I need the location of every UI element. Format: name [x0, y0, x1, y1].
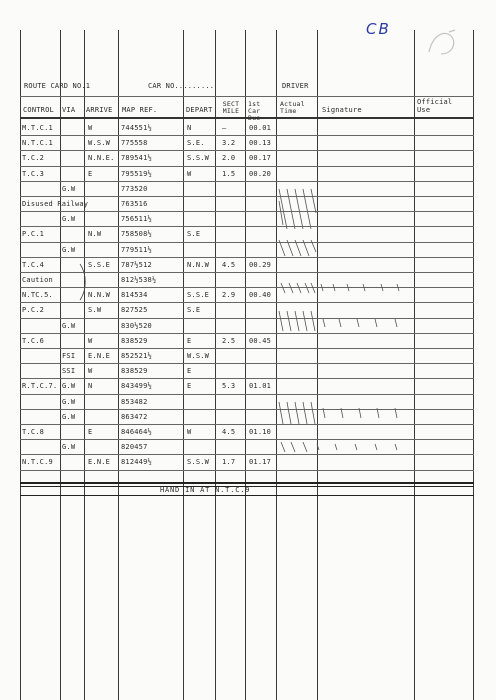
cell-control: T.C.6	[22, 336, 45, 345]
table-row-rule	[20, 211, 474, 212]
cell-control: P.C.2	[22, 306, 45, 315]
cell-mile: 1.5	[222, 169, 236, 178]
cell-due: 00.20	[249, 169, 272, 178]
driver-label: DRIVER	[282, 82, 309, 90]
cell-arrive: E	[88, 428, 93, 436]
table-row-rule	[20, 242, 474, 243]
cell-via: SSI	[62, 367, 76, 376]
cell-mile: 5.3	[222, 382, 236, 391]
column-rule	[118, 30, 119, 700]
cell-via: G.W	[62, 397, 76, 406]
cell-via: G.W	[62, 184, 76, 193]
cell-map: 744551½	[121, 124, 152, 132]
cell-due: 01.01	[249, 382, 272, 391]
hatched-cell	[277, 279, 417, 339]
pen-scribble	[425, 28, 461, 58]
col-map-ref: MAP REF.	[122, 106, 158, 114]
cell-arrive: W.S.W	[88, 139, 111, 148]
hatched-cell	[277, 398, 417, 428]
column-rule	[183, 30, 184, 700]
table-row-rule	[20, 257, 474, 258]
table-row-rule	[20, 348, 474, 349]
cell-map: 763516	[121, 200, 148, 208]
cell-control: Disused Railway	[22, 200, 89, 208]
cell-control: T.C.8	[22, 428, 45, 436]
cell-mile: 2.5	[222, 336, 236, 345]
cell-depart: N	[187, 124, 192, 132]
cell-mile: 3.2	[222, 139, 236, 148]
cell-map: 814534	[121, 291, 148, 300]
cell-map: 846464½	[121, 428, 152, 436]
cell-control: T.C.4	[22, 260, 45, 269]
cell-map: 789541½	[121, 154, 152, 163]
cell-map: 758508½	[121, 230, 152, 239]
table-row-rule	[20, 378, 474, 379]
table-row-rule	[20, 226, 474, 227]
column-rule	[245, 30, 246, 700]
pen-bracket-mark	[78, 262, 88, 302]
cell-mile: 4.5	[222, 428, 236, 436]
cell-mile: 4.5	[222, 260, 236, 269]
cell-control: P.C.1	[22, 230, 45, 239]
cell-arrive: N.W	[88, 230, 102, 239]
cell-control: M.T.C.1	[22, 124, 53, 132]
hatched-cell	[277, 183, 317, 233]
col-via: VIA	[62, 106, 76, 114]
cell-due: 00.01	[249, 124, 272, 132]
cell-map: 863472	[121, 412, 148, 421]
col-sect-mile: SECT MILE	[222, 100, 240, 115]
cell-due: 00.40	[249, 291, 272, 300]
cell-arrive: S.W	[88, 306, 102, 315]
column-rule	[215, 30, 216, 700]
cell-mile: 2.0	[222, 154, 236, 163]
cell-map: 843499½	[121, 382, 152, 391]
cell-map: 827525	[121, 306, 148, 315]
table-end-rule	[20, 482, 474, 484]
cell-control: N.T.C.1	[22, 139, 53, 148]
col-signature: Signature	[322, 106, 362, 114]
cell-due: 00.17	[249, 154, 272, 163]
cell-due: 00.29	[249, 260, 272, 269]
col-actual-time: Actual Time	[280, 100, 305, 115]
cell-map: 820457	[121, 443, 148, 452]
cell-via: G.W	[62, 245, 76, 254]
cell-arrive: E.N.E	[88, 458, 111, 467]
cell-via: G.W	[62, 412, 76, 421]
handwritten-initials: CB	[366, 20, 391, 38]
route-card-title: ROUTE CARD NO.1	[24, 82, 91, 90]
cell-map: 812449½	[121, 458, 152, 467]
cell-via: G.W	[62, 321, 76, 330]
cell-map: 787½512	[121, 260, 152, 269]
hatched-cell	[277, 236, 317, 258]
cell-mile: 2.9	[222, 291, 236, 300]
cell-due: 01.10	[249, 428, 272, 436]
cell-depart: W	[187, 428, 192, 436]
cell-arrive: E	[88, 169, 93, 178]
hand-in-instruction: HAND IN AT N.T.C.9	[160, 486, 251, 494]
cell-depart: E	[187, 382, 192, 391]
cell-control: T.C.3	[22, 169, 45, 178]
cell-map: 775558	[121, 139, 148, 148]
table-row-rule	[20, 394, 474, 395]
table-row-rule	[20, 363, 474, 364]
col-control: CONTROL	[23, 106, 54, 114]
cell-map: 838529	[121, 336, 148, 345]
cell-via: G.W	[62, 215, 76, 224]
cell-via: G.W	[62, 443, 76, 452]
cell-mile: 1.7	[222, 458, 236, 467]
column-rule	[84, 30, 85, 700]
table-row-rule	[20, 454, 474, 455]
cell-map: 773520	[121, 184, 148, 193]
column-rule	[60, 30, 61, 700]
cell-depart: W	[187, 169, 192, 178]
cell-depart: S.E.	[187, 139, 205, 148]
cell-control: R.T.C.7.	[22, 382, 58, 391]
cell-depart: S.S.W	[187, 154, 210, 163]
cell-map: 852521½	[121, 352, 152, 360]
column-rule	[473, 30, 474, 700]
cell-map: 830½520	[121, 321, 152, 330]
column-rule	[20, 30, 21, 700]
cell-mile: –	[222, 124, 227, 132]
cell-control: N.TC.5.	[22, 291, 53, 300]
table-row-rule	[20, 470, 474, 471]
col-first-car-due: 1st Car	[248, 100, 261, 115]
cell-via: FSI	[62, 352, 76, 360]
cell-depart: S.S.W	[187, 458, 210, 467]
cell-depart: S.S.E	[187, 291, 210, 300]
table-row-rule	[20, 166, 474, 167]
column-header-rule	[20, 117, 474, 119]
cell-arrive: W	[88, 124, 93, 132]
cell-depart: E	[187, 367, 192, 376]
cell-depart: E	[187, 336, 192, 345]
cell-due: 01.17	[249, 458, 272, 467]
cell-via: G.W	[62, 382, 76, 391]
cell-control: T.C.2	[22, 154, 45, 163]
cell-map: 853482	[121, 397, 148, 406]
cell-depart: N.N.W	[187, 260, 210, 269]
header-rule	[20, 96, 474, 97]
table-row-rule	[20, 135, 474, 136]
cell-map: 795519½	[121, 169, 152, 178]
cell-control: Caution	[22, 276, 53, 284]
hatched-cell	[277, 440, 417, 454]
cell-arrive: W	[88, 336, 93, 345]
column-rule	[276, 30, 277, 700]
cell-due: 00.13	[249, 139, 272, 148]
cell-depart: S.E	[187, 230, 201, 239]
cell-map: 779511½	[121, 245, 152, 254]
col-official-use: Official Use	[417, 98, 453, 114]
cell-depart: W.S.W	[187, 352, 210, 360]
cell-map: 812½538½	[121, 276, 157, 284]
col-depart: DEPART	[186, 106, 213, 114]
cell-arrive: E.N.E	[88, 352, 111, 360]
cell-arrive: N.N.E.	[88, 154, 115, 163]
cell-arrive: S.S.E	[88, 260, 111, 269]
cell-arrive: N.N.W	[88, 291, 111, 300]
cell-map: 756511½	[121, 215, 152, 224]
cell-arrive: N	[88, 382, 93, 391]
cell-depart: S.E	[187, 306, 201, 315]
col-arrive: ARRIVE	[86, 106, 113, 114]
table-row-rule	[20, 181, 474, 182]
cell-arrive: W	[88, 367, 93, 376]
car-number-label: CAR NO.........	[148, 82, 215, 90]
table-row-rule	[20, 272, 474, 273]
cell-due: 00.45	[249, 336, 272, 345]
cell-control: N.T.C.9	[22, 458, 53, 467]
table-row-rule	[20, 196, 474, 197]
column-rule	[414, 30, 415, 700]
footer-rule	[20, 495, 474, 496]
cell-map: 838529	[121, 367, 148, 376]
table-row-rule	[20, 150, 474, 151]
column-rule	[317, 30, 318, 700]
